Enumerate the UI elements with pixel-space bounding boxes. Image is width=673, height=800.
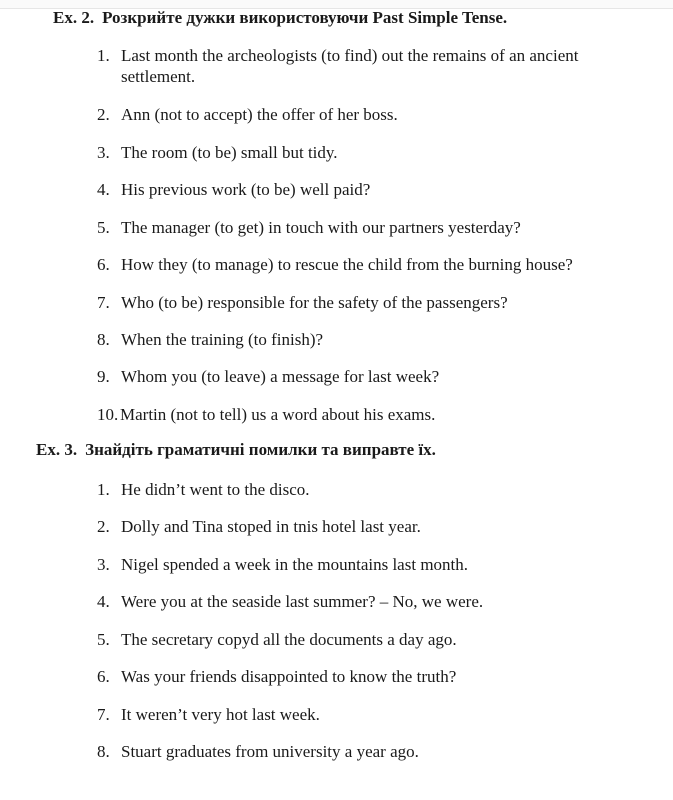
item-number: 1.	[97, 480, 110, 499]
item-number: 6.	[97, 255, 110, 274]
item-text: Martin (not to tell) us a word about his exams.	[120, 405, 436, 424]
item-text: Nigel spended a week in the mountains last month.	[121, 555, 469, 574]
item-number: 7.	[97, 705, 110, 724]
item-text: Whom you (to leave) a message for last week?	[121, 367, 440, 386]
item-number: 9.	[97, 367, 110, 386]
item-number: 5.	[97, 218, 110, 237]
item-text: When the training (to finish)?	[121, 330, 324, 349]
item-number: 3.	[97, 555, 110, 574]
item-number: 8.	[97, 742, 110, 761]
item-text: He didn’t went to the disco.	[121, 480, 310, 499]
item-text: Were you at the seaside last summer? – No, we were.	[121, 592, 484, 611]
ex3-title: Знайдіть граматичні помилки та виправте їх.	[85, 440, 436, 459]
item-number: 4.	[97, 180, 110, 199]
item-text: Dolly and Tina stoped in tnis hotel last year.	[121, 517, 421, 536]
ex2-heading	[53, 8, 507, 28]
item-text: Who (to be) responsible for the safety of the passengers?	[121, 293, 508, 312]
item-text: Last month the archeologists (to find) out the remains of an ancient settlement.	[121, 46, 579, 86]
item-text: Was your friends disappointed to know the truth?	[121, 667, 457, 686]
ex3-heading	[36, 440, 436, 460]
item-number: 2.	[97, 517, 110, 536]
item-text: How they (to manage) to rescue the child from the burning house?	[121, 255, 573, 274]
ex2-number: Ex. 2.	[53, 8, 95, 27]
item-text: It weren’t very hot last week.	[121, 705, 320, 724]
item-number: 6.	[97, 667, 110, 686]
item-text: His previous work (to be) well paid?	[121, 180, 371, 199]
item-number: 2.	[97, 105, 110, 124]
ex2-title: Розкрийте дужки використовуючи Past Simple Tense.	[102, 8, 508, 27]
item-text: The secretary copyd all the documents a day ago.	[121, 630, 457, 649]
item-number: 5.	[97, 630, 110, 649]
item-text: Stuart graduates from university a year ago.	[121, 742, 419, 761]
item-number: 3.	[97, 143, 110, 162]
item-text: Ann (not to accept) the offer of her boss.	[121, 105, 398, 124]
item-text: The manager (to get) in touch with our partners yesterday?	[121, 218, 521, 237]
item-text: The room (to be) small but tidy.	[121, 143, 338, 162]
item-number: 8.	[97, 330, 110, 349]
item-number: 1.	[97, 46, 110, 65]
item-number: 7.	[97, 293, 110, 312]
item-number: 4.	[97, 592, 110, 611]
item-number: 10.	[97, 405, 119, 424]
ex3-number: Ex. 3.	[36, 440, 78, 459]
